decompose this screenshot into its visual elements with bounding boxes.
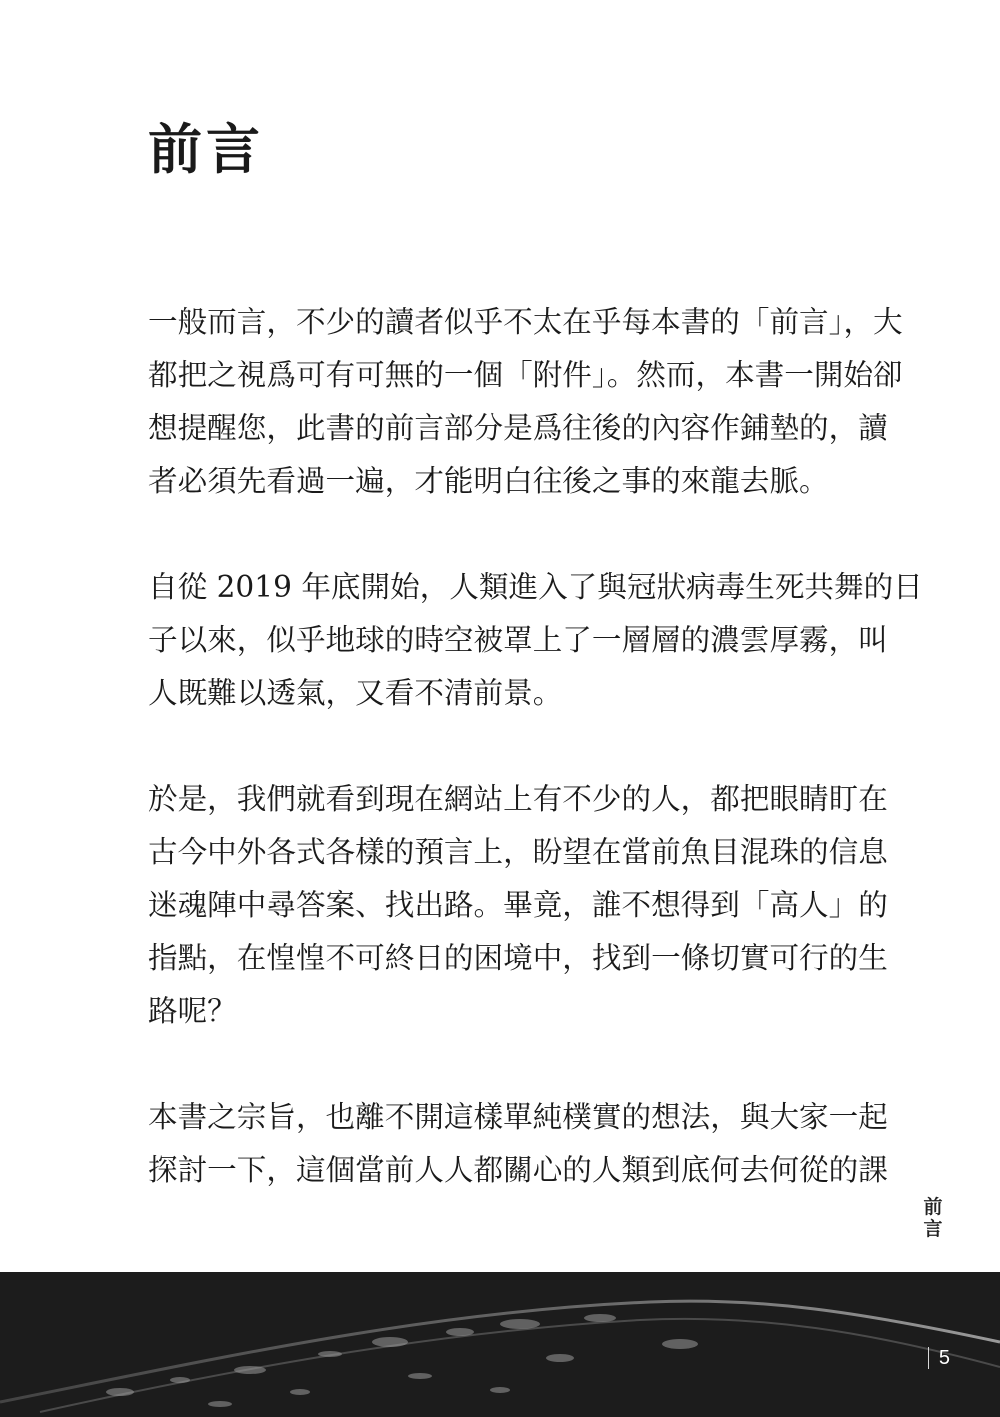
- text-line: 自從 2019 年底開始，人類進入了與冠狀病毒生死共舞的日: [148, 570, 923, 604]
- body-text: [148, 296, 923, 1250]
- text-line: 想提醒您，此書的前言部分是爲往後的內容作鋪墊的，讀: [148, 411, 888, 445]
- paragraph: [148, 1091, 888, 1197]
- footer-image-band: [0, 1272, 1000, 1417]
- text-line: 古今中外各式各樣的預言上，盼望在當前魚目混珠的信息: [148, 835, 888, 869]
- page-number-divider: [928, 1347, 929, 1369]
- paragraph: [148, 296, 903, 508]
- text-line: 本書之宗旨，也離不開這樣單純樸實的想法，與大家一起: [148, 1100, 888, 1134]
- text-line: 迷魂陣中尋答案、找出路。畢竟，誰不想得到「高人」的: [148, 888, 888, 922]
- text-line: 指點，在惶惶不可終日的困境中，找到一條切實可行的生: [148, 941, 888, 975]
- paragraph: [148, 561, 923, 720]
- text-line: 探討一下，這個當前人人都關心的人類到底何去何從的課: [148, 1153, 888, 1187]
- page-number-block: [928, 1346, 950, 1370]
- running-head-char: 前: [923, 1196, 943, 1218]
- text-line: 路呢？: [148, 994, 237, 1028]
- running-head: [918, 1196, 948, 1240]
- chapter-title: 前言: [148, 117, 264, 181]
- text-line: 者必須先看過一遍，才能明白往後之事的來龍去脈。: [148, 464, 829, 498]
- text-line: 一般而言，不少的讀者似乎不太在乎每本書的「前言」，大: [148, 305, 903, 339]
- earth-clouds-image: [0, 1272, 1000, 1417]
- text-line: 子以來，似乎地球的時空被罩上了一層層的濃雲厚霧，叫: [148, 623, 888, 657]
- paragraph: [148, 773, 888, 1038]
- running-head-char: 言: [923, 1218, 943, 1240]
- page-number: 5: [938, 1347, 950, 1369]
- text-line: 於是，我們就看到現在網站上有不少的人，都把眼睛盯在: [148, 782, 888, 816]
- text-line: 人既難以透氣，又看不清前景。: [148, 676, 563, 710]
- text-line: 都把之視爲可有可無的一個「附件」。然而，本書一開始卻: [148, 358, 903, 392]
